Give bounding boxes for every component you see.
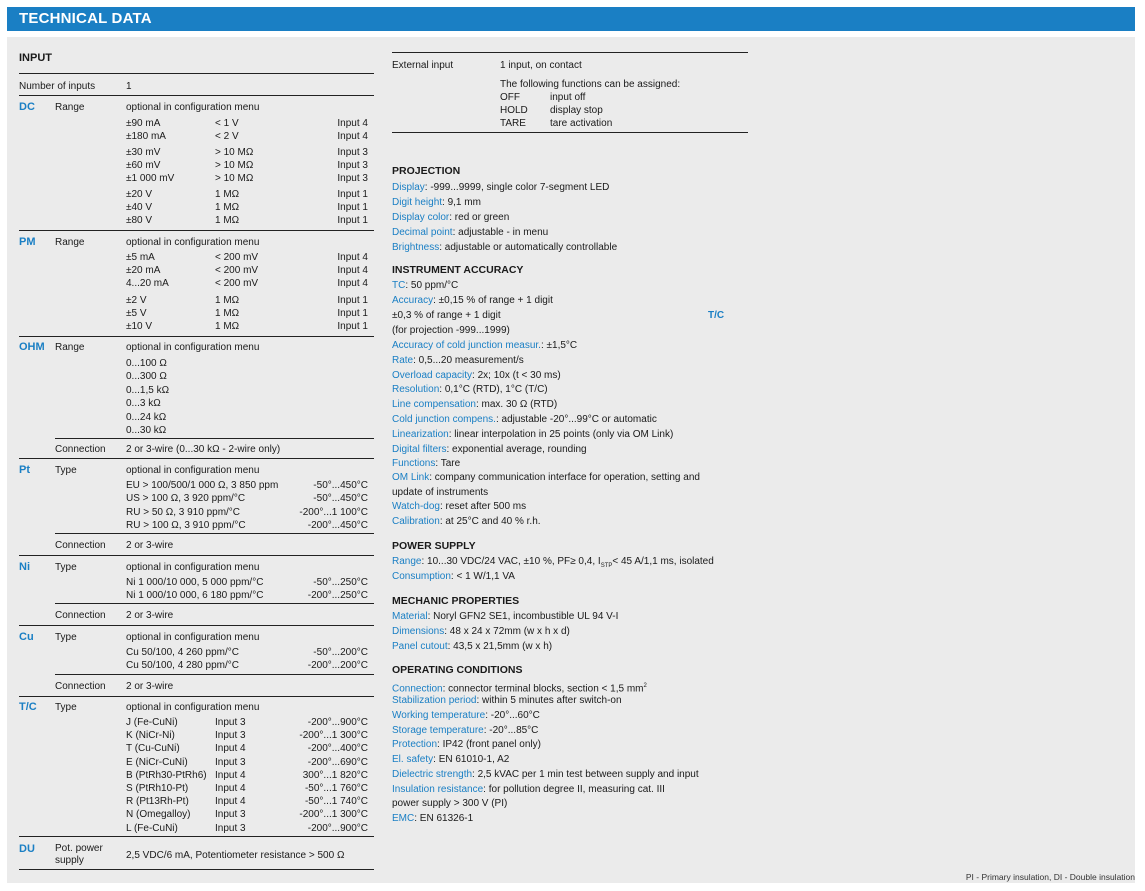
input-number: Input 3 [337,147,368,158]
ohm-range: 0...100 Ω [126,358,167,369]
spec-value: : 10...30 VDC/24 VAC, ±10 %, PF≥ 0,4, I [421,556,601,567]
input-number: Input 4 [337,278,368,289]
cu-description: optional in configuration menu [126,632,260,643]
pm-row-label: Range [55,237,85,248]
input-number: Input 1 [337,202,368,213]
connection-value: 2 or 3-wire (0...30 kΩ - 2-wire only) [126,444,281,455]
sensor-type: RU > 100 Ω, 3 910 ppm/°C [126,520,246,532]
spec-line [392,753,509,766]
divider [55,438,374,439]
spec-line [392,443,587,456]
spec-key: Resolution [392,384,440,396]
impedance-value: > 10 MΩ [215,173,254,184]
spec-value: : red or green [449,212,510,223]
functions-title: The following functions can be assigned: [500,79,681,90]
impedance-value: 1 MΩ [215,189,240,200]
thermocouple-type: T (Cu-CuNi) [126,743,180,755]
spec-value: : 50 ppm/°C [405,280,459,291]
impedance-value: < 1 V [215,118,239,129]
spec-line [392,369,561,382]
divider [19,555,374,556]
pt-section-label: Pt [19,464,30,476]
pt-description: optional in configuration menu [126,465,260,476]
spec-key: Overload capacity [392,369,473,381]
impedance-value: 1 MΩ [215,308,240,319]
function-code: OFF [500,92,520,103]
accuracy-tc-line: ±0,3 % of range + 1 digit [392,310,501,321]
spec-value: < 45 A/1,1 ms, isolated [612,556,714,567]
range-value: ±20 V [126,189,153,200]
ohm-range: 0...24 kΩ [126,411,167,423]
range-value: ±90 mA [126,118,161,129]
spec-value: : connector terminal blocks, section < 1,5 mm [442,683,644,695]
connection-label: Connection [55,681,106,692]
spec-line [392,413,657,426]
divider [19,458,374,459]
temperature-range: -50°...450°C [313,493,368,505]
ohm-row-label: Range [55,342,85,353]
spec-line [392,226,548,239]
connection-label: Connection [55,444,106,455]
temperature-range: -200°...400°C [307,743,368,755]
divider [392,132,748,133]
spec-key: OM Link [392,472,430,483]
spec-value: : -999...9999, single color 7-segment LED [424,182,610,193]
spec-key: Display color [392,212,450,223]
input-number: Input 3 [337,160,368,171]
external-input-value: 1 input, on contact [500,60,582,71]
spec-key: Watch-dog [392,501,440,512]
spec-key: Range [392,556,422,567]
impedance-value: > 10 MΩ [215,147,254,158]
spec-key: EMC [392,813,415,824]
divider [19,869,374,870]
sensor-type: Cu 50/100, 4 280 ppm/°C [126,660,239,672]
spec-value: : 2x; 10x (t < 30 ms) [472,369,561,381]
spec-line [392,768,699,781]
accuracy-title: INSTRUMENT ACCURACY [392,264,524,276]
insulation-continuation: power supply > 300 V (PI) [392,798,508,809]
spec-value: : max. 30 Ω (RTD) [475,399,558,411]
input-number: Input 1 [337,295,368,306]
spec-line [392,383,548,396]
spec-key: Working temperature [392,709,486,721]
spec-line [392,181,609,194]
spec-key: Connection [392,683,443,695]
impedance-value: 1 MΩ [215,321,240,332]
impedance-value: < 200 mV [215,278,259,289]
divider [55,603,374,604]
input-number: Input 1 [337,321,368,332]
pm-section-label: PM [19,236,36,248]
mechanic-title: MECHANIC PROPERTIES [392,595,520,607]
temperature-range: -200°...1 300°C [299,809,368,821]
spec-value: : < 1 W/1,1 VA [450,571,515,582]
thermocouple-type: R (Pt13Rh-Pt) [126,796,189,808]
sensor-type: EU > 100/500/1 000 Ω, 3 850 ppm [126,480,279,491]
impedance-value: 1 MΩ [215,202,240,213]
spec-value: : 9,1 mm [442,197,481,208]
spec-value: : company communication interface for operation, setting and [429,472,700,483]
temperature-range: -200°...900°C [307,717,368,728]
spec-line [392,241,617,254]
spec-value: : 43,5 x 21,5mm (w x h) [447,641,553,652]
spec-value: : adjustable or automatically controllable [439,242,618,253]
spec-line [392,738,541,751]
input-number: Input 1 [337,189,368,200]
input-number: Input 4 [337,118,368,129]
function-code: TARE [500,118,526,129]
spec-value: : reset after 500 ms [439,501,527,512]
temperature-range: -200°...200°C [307,660,368,672]
dc-row-label: Range [55,102,85,113]
range-value: ±20 mA [126,265,161,276]
temperature-range: -50°...450°C [313,480,368,491]
spec-key: Dimensions [392,626,445,637]
input-number: Input 3 [215,717,246,728]
impedance-value: < 200 mV [215,252,259,263]
range-value: ±180 mA [126,131,166,142]
divider [19,95,374,96]
impedance-value: 1 MΩ [215,215,240,226]
spec-value: : -20°...85°C [483,724,539,736]
spec-key: Material [392,611,428,622]
divider [55,533,374,534]
thermocouple-type: N (Omegalloy) [126,809,191,821]
divider [19,336,374,337]
spec-line [392,694,622,707]
impedance-value: 1 MΩ [215,295,240,306]
temperature-range: -50°...250°C [313,577,368,588]
accuracy-tc-tag: T/C [708,310,725,321]
impedance-value: < 200 mV [215,265,259,276]
range-value: 4...20 mA [126,278,169,289]
connection-label: Connection [55,540,106,551]
input-number: Input 1 [337,215,368,226]
connection-value: 2 or 3-wire [126,681,174,692]
spec-line [392,500,526,513]
spec-key: Accuracy of cold junction measur. [392,340,541,351]
spec-line [392,515,541,528]
function-description: input off [550,92,586,103]
spec-key: Calibration [392,516,440,527]
range-value: ±30 mV [126,147,161,158]
impedance-value: > 10 MΩ [215,160,254,171]
spec-key: Dielectric strength [392,769,473,780]
spec-value: : adjustable -20°...99°C or automatic [495,414,657,425]
ohm-range: 0...30 kΩ [126,425,167,436]
spec-line [392,428,673,441]
connection-value: 2 or 3-wire [126,540,174,551]
impedance-value: < 2 V [215,131,239,142]
ohm-section-label: OHM [19,341,45,353]
spec-line [392,610,618,623]
spec-key: Brightness [392,242,440,253]
thermocouple-type: J (Fe-CuNi) [126,717,178,728]
spec-value: : 2,5 kVAC per 1 min test between supply and input [472,769,699,780]
spec-key: TC [392,280,406,291]
spec-line [392,783,665,796]
divider [19,836,374,837]
thermocouple-type: S (PtRh10-Pt) [126,783,189,794]
projection-title: PROJECTION [392,165,461,177]
input-number: Input 3 [215,809,246,821]
tc-row-label: Type [55,702,77,713]
spec-line [392,471,700,484]
du-label-line1: Pot. power [55,843,103,854]
spec-line [392,457,460,470]
power-title: POWER SUPPLY [392,540,476,552]
temperature-range: -200°...250°C [307,590,368,602]
divider [19,73,374,74]
spec-key: Rate [392,354,414,366]
input-number: Input 4 [215,743,246,755]
operating-title: OPERATING CONDITIONS [392,664,523,676]
subscript: STP [600,563,613,569]
connection-label: Connection [55,610,106,621]
temperature-range: -200°...900°C [307,822,368,834]
spec-line [392,279,458,292]
range-value: ±1 000 mV [126,173,175,184]
spec-value: : exponential average, rounding [446,443,587,455]
du-section-label: DU [19,843,35,855]
ni-row-label: Type [55,562,77,573]
function-description: tare activation [550,118,613,129]
dc-section-label: DC [19,101,35,113]
spec-value: : Noryl GFN2 SE1, incombustible UL 94 V-I [427,611,619,622]
ni-description: optional in configuration menu [126,562,260,573]
range-value: ±5 mA [126,252,155,263]
du-value: 2,5 VDC/6 mA, Potentiometer resistance > 500 Ω [126,850,345,861]
sensor-type: Ni 1 000/10 000, 6 180 ppm/°C [126,590,264,602]
ohm-range: 0...3 kΩ [126,398,161,410]
thermocouple-type: L (Fe-CuNi) [126,822,178,834]
spec-value: : 0,1°C (RTD), 1°C (T/C) [439,384,548,396]
ni-section-label: Ni [19,561,30,573]
spec-key: Cold junction compens. [392,414,496,425]
spec-value: : for pollution degree II, measuring cat. III [483,783,665,795]
spec-line [392,354,524,367]
spec-line [392,812,473,825]
spec-key: Functions [392,458,436,470]
range-value: ±40 V [126,202,153,213]
external-input-label: External input [392,60,454,71]
temperature-range: -200°...1 100°C [299,506,368,518]
ohm-description: optional in configuration menu [126,342,260,353]
input-number: Input 4 [337,265,368,276]
ohm-range: 0...1,5 kΩ [126,384,170,396]
range-value: ±5 V [126,308,147,319]
input-title: INPUT [19,52,52,64]
temperature-range: -200°...1 300°C [299,730,368,742]
omlink-continuation: update of instruments [392,487,489,498]
spec-line [392,196,481,209]
connection-value: 2 or 3-wire [126,610,174,621]
spec-value: : ±1,5°C [540,340,578,351]
spec-key: Decimal point [392,227,453,238]
spec-line [392,640,552,653]
sensor-type: RU > 50 Ω, 3 910 ppm/°C [126,506,241,518]
spec-key: Digit height [392,197,443,208]
cu-row-label: Type [55,632,77,643]
spec-key: Linearization [392,428,449,440]
temperature-range: -200°...690°C [307,756,368,768]
thermocouple-type: B (PtRh30-PtRh6) [126,769,207,781]
spec-value: : Tare [435,458,461,470]
spec-key: Storage temperature [392,724,484,736]
spec-value: : -20°...60°C [485,709,540,721]
spec-key: Consumption [392,571,451,582]
spec-value: : within 5 minutes after switch-on [476,695,622,706]
spec-line [392,724,538,737]
sensor-type: Cu 50/100, 4 260 ppm/°C [126,647,239,658]
divider [19,230,374,231]
temperature-range: 300°...1 820°C [302,769,368,781]
input-number: Input 3 [215,822,246,834]
spec-line [392,211,509,224]
spec-value: : EN 61326-1 [414,813,474,824]
spec-key: Protection [392,739,438,751]
spec-key: Panel cutout [392,641,448,652]
accuracy-projection-note: (for projection -999...1999) [392,325,510,336]
range-value: ±80 V [126,215,153,226]
spec-line [392,709,540,722]
superscript: 2 [643,683,647,689]
divider [19,625,374,626]
spec-key: Digital filters [392,443,447,455]
pm-description: optional in configuration menu [126,237,260,248]
range-value: ±60 mV [126,160,161,171]
pt-row-label: Type [55,465,77,476]
spec-line [392,625,570,638]
spec-key: Line compensation [392,399,476,411]
input-number: Input 3 [337,173,368,184]
num-inputs-label: Number of inputs [19,81,96,92]
range-value: ±2 V [126,295,147,306]
divider [55,674,374,675]
sensor-type: US > 100 Ω, 3 920 ppm/°C [126,493,246,505]
input-number: Input 4 [337,131,368,142]
spec-key: Display [392,182,425,193]
spec-value: : adjustable - in menu [452,227,549,238]
temperature-range: -50°...1 760°C [304,783,368,794]
banner-title: TECHNICAL DATA [7,7,1135,31]
temperature-range: -50°...1 740°C [304,796,368,808]
input-number: Input 4 [337,252,368,263]
spec-line [392,339,577,352]
divider [19,696,374,697]
spec-line [392,398,557,411]
spec-key: Insulation resistance [392,783,484,795]
ohm-range: 0...300 Ω [126,371,167,383]
spec-key: El. safety [392,754,434,766]
input-number: Input 1 [337,308,368,319]
spec-key: Accuracy [392,295,434,306]
divider [392,52,748,53]
temperature-range: -200°...450°C [307,520,368,532]
spec-key: Stabilization period [392,695,477,706]
spec-value: : 48 x 24 x 72mm (w x h x d) [444,626,570,637]
thermocouple-type: K (NiCr-Ni) [126,730,175,742]
tc-description: optional in configuration menu [126,702,260,713]
num-inputs-value: 1 [126,81,132,92]
spec-value: : 0,5...20 measurement/s [413,354,524,366]
input-number: Input 4 [215,769,246,781]
function-description: display stop [550,105,603,116]
function-code: HOLD [500,105,528,116]
dc-description: optional in configuration menu [126,102,260,113]
footnote: PI - Primary insulation, DI - Double insulation [965,872,1135,882]
input-number: Input 3 [215,756,246,768]
spec-value: : EN 61010-1, A2 [433,754,510,766]
spec-line [392,570,515,583]
input-number: Input 3 [215,730,246,742]
spec-line [392,294,553,307]
range-value: ±10 V [126,321,153,332]
cu-section-label: Cu [19,631,34,643]
spec-value: : IP42 (front panel only) [437,739,541,751]
spec-value: : linear interpolation in 25 points (only via OM Link) [448,428,674,440]
input-number: Input 4 [215,796,246,808]
thermocouple-type: E (NiCr-CuNi) [126,756,188,768]
spec-value: : at 25°C and 40 % r.h. [439,516,541,527]
input-number: Input 4 [215,783,246,794]
temperature-range: -50°...200°C [313,647,368,658]
tc-section-label: T/C [19,701,37,713]
du-label-line2: supply [55,855,84,866]
sensor-type: Ni 1 000/10 000, 5 000 ppm/°C [126,577,264,588]
spec-value: : ±0,15 % of range + 1 digit [433,295,553,306]
